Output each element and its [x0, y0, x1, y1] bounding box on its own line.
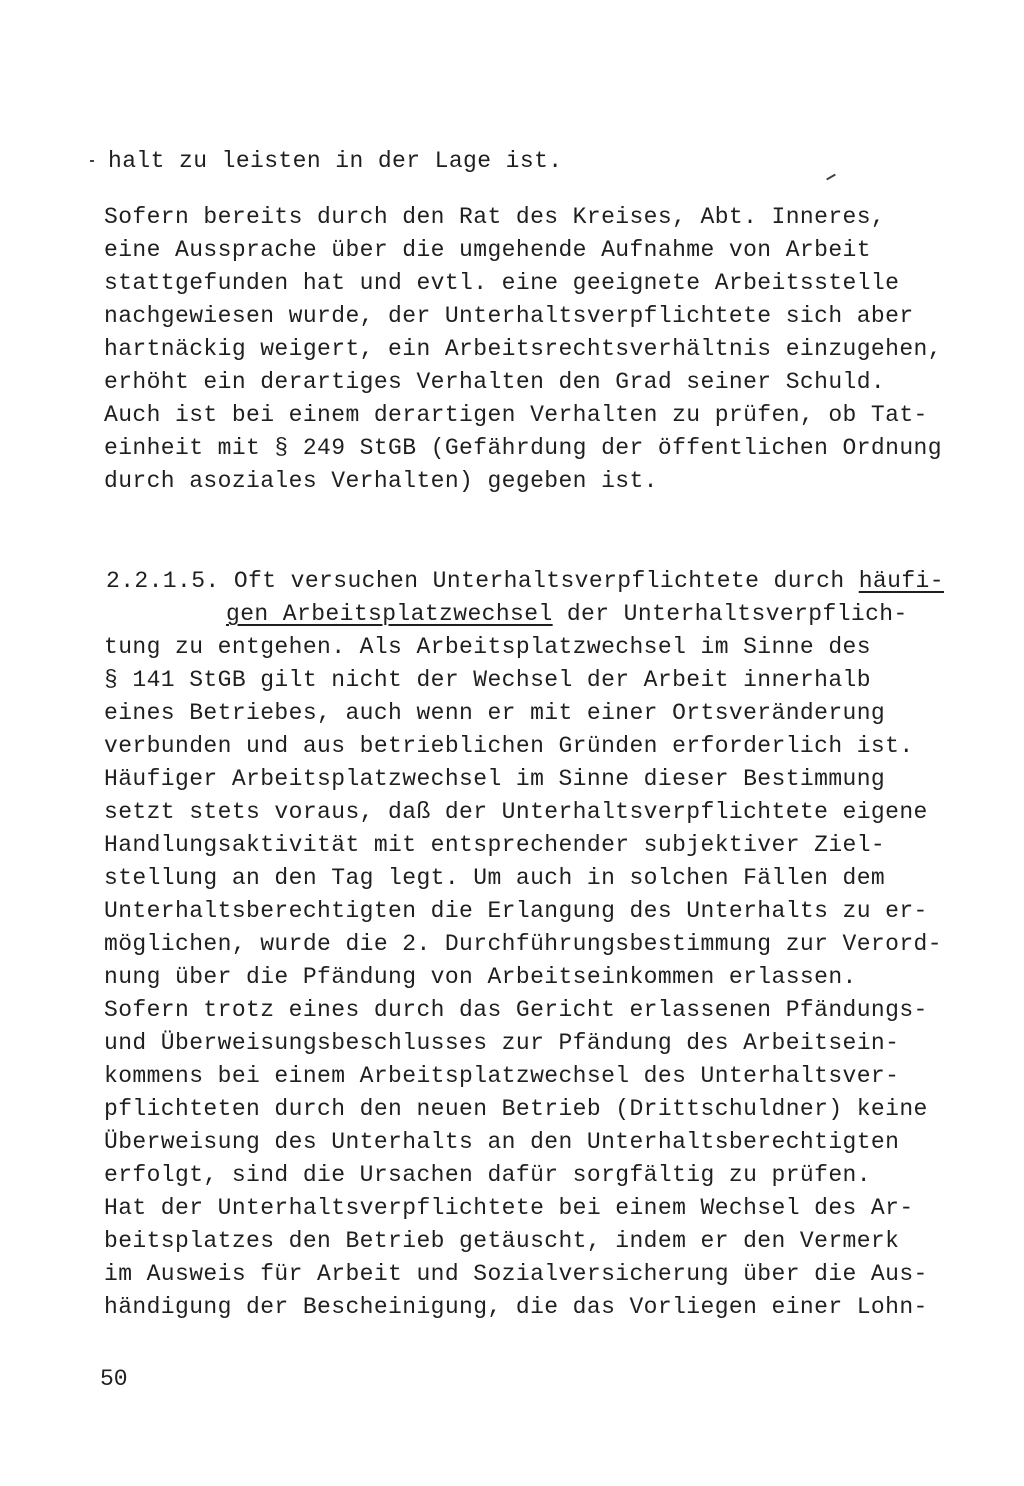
text-line: Sofern trotz eines durch das Gericht erlassenen Pfändungs- — [104, 997, 928, 1023]
page-number: 50 — [100, 1366, 128, 1392]
text-line: eine Aussprache über die umgehende Aufnahme von Arbeit — [104, 237, 871, 263]
text-line: Häufiger Arbeitsplatzwechsel im Sinne dieser Bestimmung — [104, 766, 886, 792]
section-text: der Unterhaltsverpflich- — [552, 601, 908, 627]
text-line: eines Betriebes, auch wenn er mit einer Ortsveränderung — [104, 700, 886, 726]
text-line: halt zu leisten in der Lage ist. — [108, 148, 563, 174]
text-line: nachgewiesen wurde, der Unterhaltsverpflichtete sich aber — [104, 303, 914, 329]
text-line: Auch ist bei einem derartigen Verhalten zu prüfen, ob Tat- — [104, 402, 928, 428]
text-line: setzt stets voraus, daß der Unterhaltsverpflichtete eigene — [104, 799, 928, 825]
text-line: möglichen, wurde die 2. Durchführungsbestimmung zur Verord- — [104, 931, 942, 957]
text-line: verbunden und aus betrieblichen Gründen erforderlich ist. — [104, 733, 914, 759]
text-line: im Ausweis für Arbeit und Sozialversicherung über die Aus- — [104, 1261, 928, 1287]
text-line: erfolgt, sind die Ursachen dafür sorgfältig zu prüfen. — [104, 1162, 871, 1188]
text-line: Unterhaltsberechtigten die Erlangung des Unterhalts zu er- — [104, 898, 928, 924]
text-line: erhöht ein derartiges Verhalten den Grad seiner Schuld. — [104, 369, 886, 395]
text-line: tung zu entgehen. Als Arbeitsplatzwechsel im Sinne des — [104, 634, 871, 660]
text-line: beitsplatzes den Betrieb getäuscht, indem er den Vermerk — [104, 1228, 900, 1254]
underlined-term: häufi- — [858, 568, 944, 594]
section-number: 2.2.1.5. — [106, 568, 220, 594]
text-line: kommens bei einem Arbeitsplatzwechsel des Unterhaltsver- — [104, 1063, 900, 1089]
text-line: stattgefunden hat und evtl. eine geeignete Arbeitsstelle — [104, 270, 900, 296]
section-second-line — [226, 599, 908, 629]
section-text: Oft versuchen Unterhaltsverpflichtete durch — [233, 568, 859, 594]
text-line: hartnäckig weigert, ein Arbeitsrechtsverhältnis einzugehen, — [104, 336, 942, 362]
text-line: durch asoziales Verhalten) gegeben ist. — [104, 468, 658, 494]
text-line: händigung der Bescheinigung, die das Vorliegen einer Lohn- — [104, 1294, 928, 1320]
text-line: einheit mit § 249 StGB (Gefährdung der öffentlichen Ordnung — [104, 435, 942, 461]
text-line: Überweisung des Unterhalts an den Unterhaltsberechtigten — [104, 1129, 900, 1155]
scan-mark — [90, 160, 94, 162]
underlined-term: gen Arbeitsplatzwechsel — [226, 601, 553, 627]
scan-mark — [826, 174, 836, 181]
section-heading-line — [106, 566, 944, 596]
text-line: pflichteten durch den neuen Betrieb (Drittschuldner) keine — [104, 1096, 928, 1122]
text-line: Handlungsaktivität mit entsprechender subjektiver Ziel- — [104, 832, 886, 858]
text-line: Hat der Unterhaltsverpflichtete bei einem Wechsel des Ar- — [104, 1195, 914, 1221]
text-line: § 141 StGB gilt nicht der Wechsel der Arbeit innerhalb — [104, 667, 871, 693]
text-line: nung über die Pfändung von Arbeitseinkommen erlassen. — [104, 964, 857, 990]
text-line: und Überweisungsbeschlusses zur Pfändung des Arbeitsein- — [104, 1030, 900, 1056]
text-line: stellung an den Tag legt. Um auch in solchen Fällen dem — [104, 865, 886, 891]
text-line: Sofern bereits durch den Rat des Kreises, Abt. Inneres, — [104, 204, 886, 230]
